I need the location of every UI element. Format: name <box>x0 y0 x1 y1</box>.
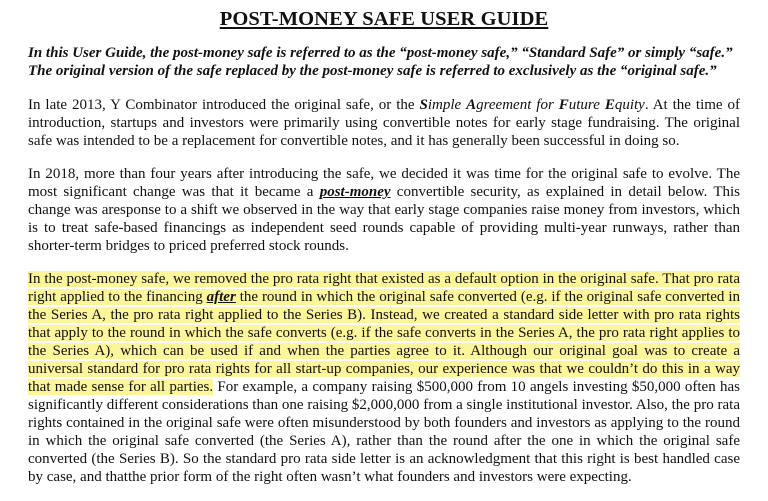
acronym-letter-f: F <box>558 97 569 113</box>
acronym-letter-a: A <box>466 97 477 113</box>
p1-text-after: . At the time of introduction, startups and investors were primarily using convertible notes for early stage fundraising. The original safe was intended to be a replacement for convertible notes, and it has generally been successful in doing so. <box>28 97 740 149</box>
paragraph-pro-rata <box>28 270 740 486</box>
p3-text-rest: For example, a company raising $500,000 from 10 angels investing $50,000 often has significantly different considerations than one raising $2,000,000 from a single institutional investor. Also, the pro rata rights contained in the original safe were often misunderstood by both founders and investors as applying to the round in which the original safe converted (the Series A), rather than the round after the one in which the original safe converted (the Series B). So the standard pro rata side letter is an acknowledgment that this right is best handled case by case, and thatthe prior form of the right often wasn’t what founders and investors were expecting. <box>28 379 741 485</box>
document-page <box>28 8 740 501</box>
acronym-letter-e: E <box>604 97 615 113</box>
highlighted-text: In the post-money safe, we removed the pro rata right that existed as a default option in the original safe. That pro rata right applied to the financing after the round in which the original safe converted (e.g. if the original safe converted in the Series A, the pro rata right applied to the Series B). Instead, we created a standard side letter with pro rata rights that apply to the round in which the safe converts (e.g. if the safe converts in the Series A, the pro rata right applies to the Series A), which can be used if and when the parties agree to it. Although our original goal was to create a universal standard for pro rata rights for all start-up companies, our experience was that we couldn’t do this in a way that made sense for all parties. <box>28 271 740 395</box>
post-money-emphasis: post-money <box>319 184 391 200</box>
acronym-letter-s: S <box>419 97 428 113</box>
intro-note: In this User Guide, the post-money safe is referred to as the “post-money safe,” “Standard Safe” or simply “safe.” The original version of the safe replaced by the post-money safe is referred to exclusively as the “original safe.” <box>28 45 733 79</box>
paragraph-history <box>28 96 740 150</box>
paragraph-2018-change <box>28 165 740 255</box>
p2-text-before: In 2018, more than four years after introducing the safe, we decided it was time for the original safe to evolve. The most significant change was that it became a <box>28 166 740 200</box>
p1-text-before: In late 2013, Y Combinator introduced the original safe, or the <box>28 97 420 113</box>
safe-acronym-expansion: Simple Agreement for Future Equity <box>419 97 645 113</box>
p2-text-after: convertible security, as explained in detail below. This change was aresponse to a shift we observed in the way that early stage companies raise money from investors, which is to treat safe-based financings as independent seed rounds capable of providing multi-year runways, rather than shorter-term bridges to priced preferred stock rounds. <box>28 184 740 254</box>
after-emphasis: after <box>206 289 236 305</box>
page-title: POST-MONEY SAFE USER GUIDE <box>219 8 549 30</box>
